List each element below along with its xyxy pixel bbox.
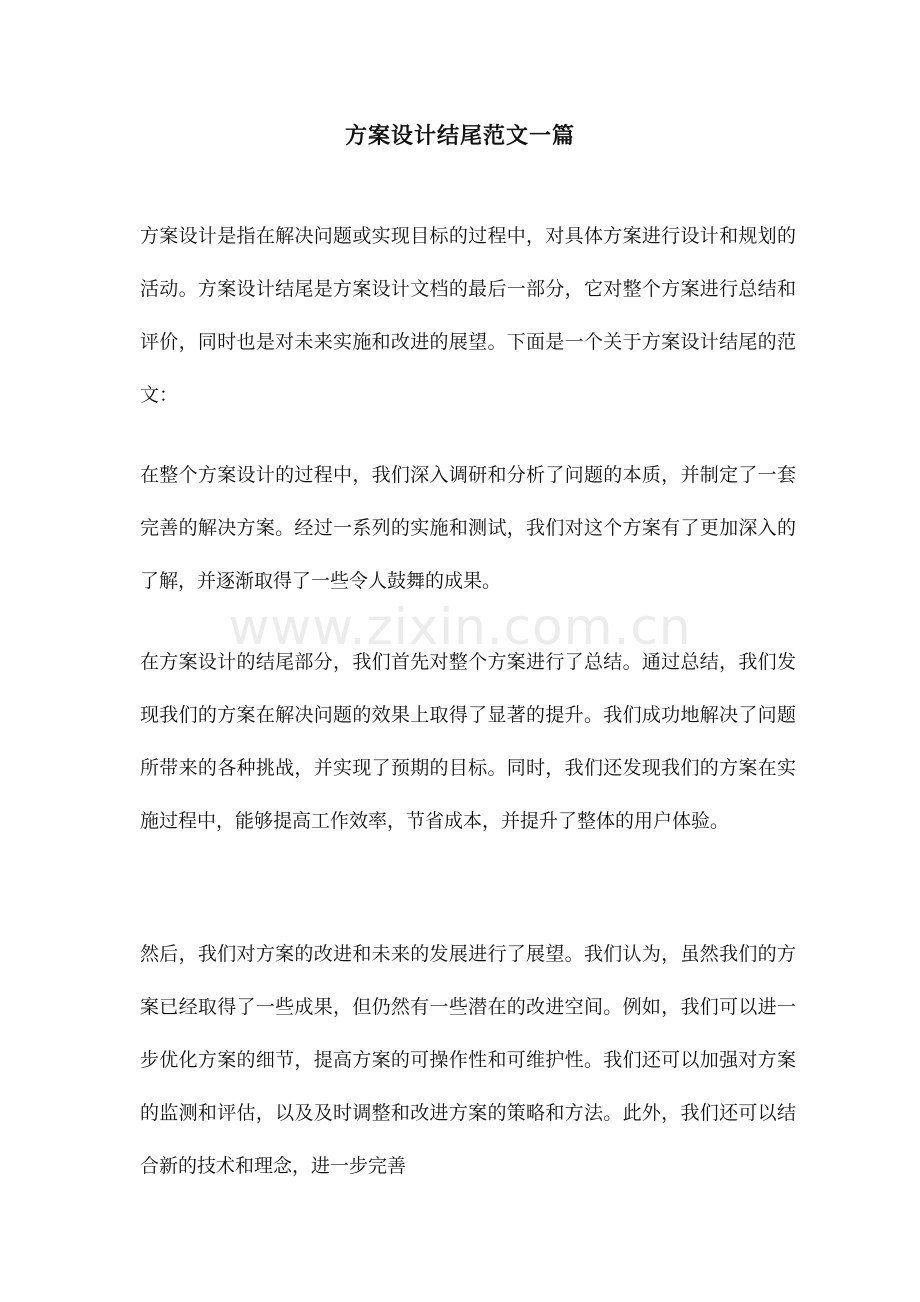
paragraph-intro: 方案设计是指在解决问题或实现目标的过程中，对具体方案进行设计和规划的活动。方案设计结尾是方案设计文档的最后一部分，它对整个方案进行总结和评价，同时也是对未来实施和改进的展望。下面是一个关于方案设计结尾的范文： (140, 225, 796, 406)
document-title: 方案设计结尾范文一篇 (344, 123, 575, 149)
paragraph-outlook: 然后，我们对方案的改进和未来的发展进行了展望。我们认为，虽然我们的方案已经取得了一些成果，但仍然有一些潜在的改进空间。例如，我们可以进一步优化方案的细节，提高方案的可操作性和可维护性。我们还可以加强对方案的监测和评估，以及及时调整和改进方案的策略和方法。此外，我们还可以结合新的技术和理念，进一步完善 (140, 943, 796, 1177)
watermark: www.zixin.com.cn (228, 598, 692, 656)
paragraph-process: 在整个方案设计的过程中，我们深入调研和分析了问题的本质，并制定了一套完善的解决方案。经过一系列的实施和测试，我们对这个方案有了更加深入的了解，并逐渐取得了一些令人鼓舞的成果。 (140, 464, 796, 592)
paragraph-summary: 在方案设计的结尾部分，我们首先对整个方案进行了总结。通过总结，我们发现我们的方案在解决问题的效果上取得了显著的提升。我们成功地解决了问题所带来的各种挑战，并实现了预期的目标。同时，我们还发现我们的方案在实施过程中，能够提高工作效率，节省成本，并提升了整体的用户体验。 (140, 651, 796, 832)
